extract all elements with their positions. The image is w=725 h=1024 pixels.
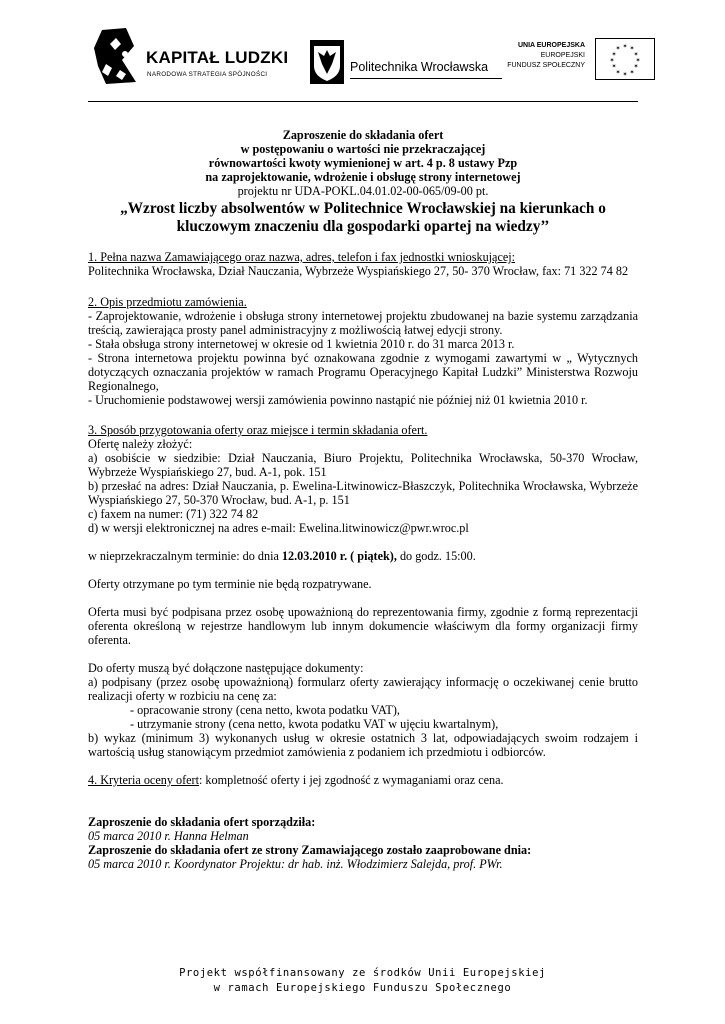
documents-item-b: b) wykaz (minimum 3) wykonanych usług w okresie ostatnich 3 lat, odpowiadających swoim rodzajem i wartością usług stanowiącym przedmiot zamówienia z podaniem ich przedmiotu i odbiorców. (88, 731, 638, 759)
documents-item-a1: - opracowanie strony (cena netto, kwota podatku VAT), (130, 703, 400, 717)
section-4 (88, 773, 638, 787)
intro-line-1: Zaproszenie do składania ofert (282, 128, 444, 142)
late-offers-note: Oferty otrzymane po tym terminie nie będą rozpatrywane. (88, 577, 372, 591)
footer-line-1: Projekt współfinansowany ze środków Unii Europejskiej (179, 967, 546, 979)
intro-line-2: w postępowaniu o wartości nie przekraczającej (240, 142, 486, 156)
header-divider (88, 101, 638, 102)
page-footer (0, 966, 725, 996)
section-4-text: : kompletność oferty i jej zgodność z wymaganiami oraz cena. (199, 773, 504, 787)
svg-text:✶: ✶ (622, 44, 628, 50)
section-1-text: Politechnika Wrocławska, Dział Nauczania, Wybrzeże Wyspiańskiego 27, 50- 370 Wrocław, fax: 71 322 74 82 (88, 264, 629, 278)
svg-text:✶: ✶ (622, 72, 628, 78)
footer-line-2: w ramach Europejskiego Funduszu Społecznego (213, 982, 512, 994)
svg-text:✶: ✶ (633, 52, 639, 58)
section-2-heading: 2. Opis przedmiotu zamówienia. (88, 295, 247, 309)
section-3-option-a: a) osobiście w siedzibie: Dział Nauczania, Biuro Projektu, Politechnika Wrocławska, 50-370 Wrocław, Wybrzeże Wyspiańskiego 27, bud. A-1, pok. 151 (88, 451, 638, 479)
section-3-option-c: c) faxem na numer: (71) 322 74 82 (88, 507, 259, 521)
kapital-ludzki-title: KAPITAŁ LUDZKI (146, 48, 289, 67)
intro-line-4: na zaprojektowanie, wdrożenie i obsługę strony internetowej (205, 170, 521, 184)
intro-block (88, 128, 638, 184)
eu-line-3: FUNDUSZ SPOŁECZNY (507, 62, 585, 69)
eagle-shield-icon (310, 40, 344, 84)
eu-logo (507, 38, 655, 82)
section-2-item: - Uruchomienie podstawowej wersji zamówienia powinno nastąpić nie później niż 01 kwietnia 2010 r. (88, 393, 588, 407)
svg-text:✶: ✶ (629, 70, 635, 76)
svg-text:✶: ✶ (611, 64, 617, 70)
kapital-ludzki-emblem-icon (92, 26, 142, 86)
kapital-ludzki-subtitle: NARODOWA STRATEGIA SPÓJNOŚCI (147, 71, 268, 78)
svg-text:✶: ✶ (629, 46, 635, 52)
svg-text:✶: ✶ (611, 52, 617, 58)
approved-value: 05 marca 2010 r. Koordynator Projektu: dr hab. inż. Włodzimierz Salejda, prof. PWr. (88, 857, 503, 871)
deadline-prefix: w nieprzekraczalnym terminie: do dnia (88, 549, 282, 563)
documents-item-a: a) podpisany (przez osobę upoważnioną) formularz oferty zawierający informację o oczekiwanej cenie brutto realizacji oferty w rozbiciu na cenę za: (88, 675, 638, 703)
documents-intro: Do oferty muszą być dołączone następujące dokumenty: (88, 661, 364, 675)
svg-text:✶: ✶ (615, 46, 621, 52)
page-header (88, 18, 641, 100)
deadline-line (88, 549, 638, 563)
intro-line-5: projektu nr UDA-POKL.04.01.02-00-065/09-00 pt. (237, 184, 489, 198)
section-3-option-b: b) przesłać na adres: Dział Nauczania, p. Ewelina-Litwinowicz-Błaszczyk, Politechnika Wrocławska, Wybrzeże Wyspiańskiego 27, 50-370 Wrocław, bud. A-1, p. 151 (88, 479, 638, 507)
politechnika-logo (310, 40, 490, 90)
intro-line-3: równowartości kwoty wymienionej w art. 4 p. 8 ustawy Pzp (208, 156, 518, 170)
svg-text:✶: ✶ (633, 64, 639, 70)
section-3-heading: 3. Sposób przygotowania oferty oraz miejsce i termin składania ofert. (88, 423, 428, 437)
project-slogan: „Wzrost liczby absolwentów w Politechnice Wrocławskiej na kierunkach o kluczowym znaczeniu dla gospodarki opartej na wiedzy’’ (120, 200, 606, 235)
approved-label: Zaproszenie do składania ofert ze strony Zamawiającego zostało zaaprobowane dnia: (88, 843, 532, 857)
kapital-ludzki-logo (92, 26, 289, 88)
eu-flag-icon (595, 38, 655, 80)
section-3-option-d: d) w wersji elektronicznej na adres e-mail: Ewelina.litwinowicz@pwr.wroc.pl (88, 521, 469, 535)
svg-text:✶: ✶ (609, 58, 615, 64)
eu-line-2: EUROPEJSKI (540, 52, 585, 59)
signature-requirement: Oferta musi być podpisana przez osobę upoważnioną do reprezentowania firmy, zgodnie z formą reprezentacji oferenta określoną w rejestrze handlowym lub innym dokumencie właściwym dla formy organizacji firmy oferenta. (88, 605, 638, 647)
politechnika-logo-rule (350, 78, 502, 79)
svg-text:✶: ✶ (635, 58, 641, 64)
section-1-heading: 1. Pełna nazwa Zamawiającego oraz nazwa, adres, telefon i fax jednostki wnioskującej: (88, 250, 516, 264)
deadline-suffix: do godz. 15:00. (396, 549, 476, 563)
svg-text:✶: ✶ (615, 70, 621, 76)
section-3-intro: Ofertę należy złożyć: (88, 437, 193, 451)
document-body (88, 128, 638, 871)
prepared-by-label: Zaproszenie do składania ofert sporządziła: (88, 815, 316, 829)
deadline-date: 12.03.2010 r. ( piątek), (281, 549, 397, 563)
section-2-item: - Zaprojektowanie, wdrożenie i obsługa strony internetowej projektu zbudowanej na bazie systemu zarządzania treścią, zawierająca prosty panel administracyjny z możliwością łatwej edycji strony. (88, 309, 638, 337)
documents-item-a2: - utrzymanie strony (cena netto, kwota podatku VAT w ujęciu kwartalnym), (130, 717, 499, 731)
section-2-item: - Stała obsługa strony internetowej w okresie od 1 kwietnia 2010 r. do 31 marca 2013 r. (88, 337, 515, 351)
eu-line-1: UNIA EUROPEJSKA (517, 42, 585, 49)
section-2-item: - Strona internetowa projektu powinna być oznakowana zgodnie z wymogami zawartymi w „ Wytycznych dotyczących oznaczania projektów w ramach Programu Operacyjnego Kapitał Ludzki” Ministerstwa Rozwoju Regionalnego, (88, 351, 638, 393)
section-4-heading: 4. Kryteria oceny ofert (88, 773, 199, 787)
prepared-by-value: 05 marca 2010 r. Hanna Helman (88, 829, 249, 843)
eu-text (507, 41, 585, 71)
politechnika-name: Politechnika Wrocławska (350, 60, 489, 74)
